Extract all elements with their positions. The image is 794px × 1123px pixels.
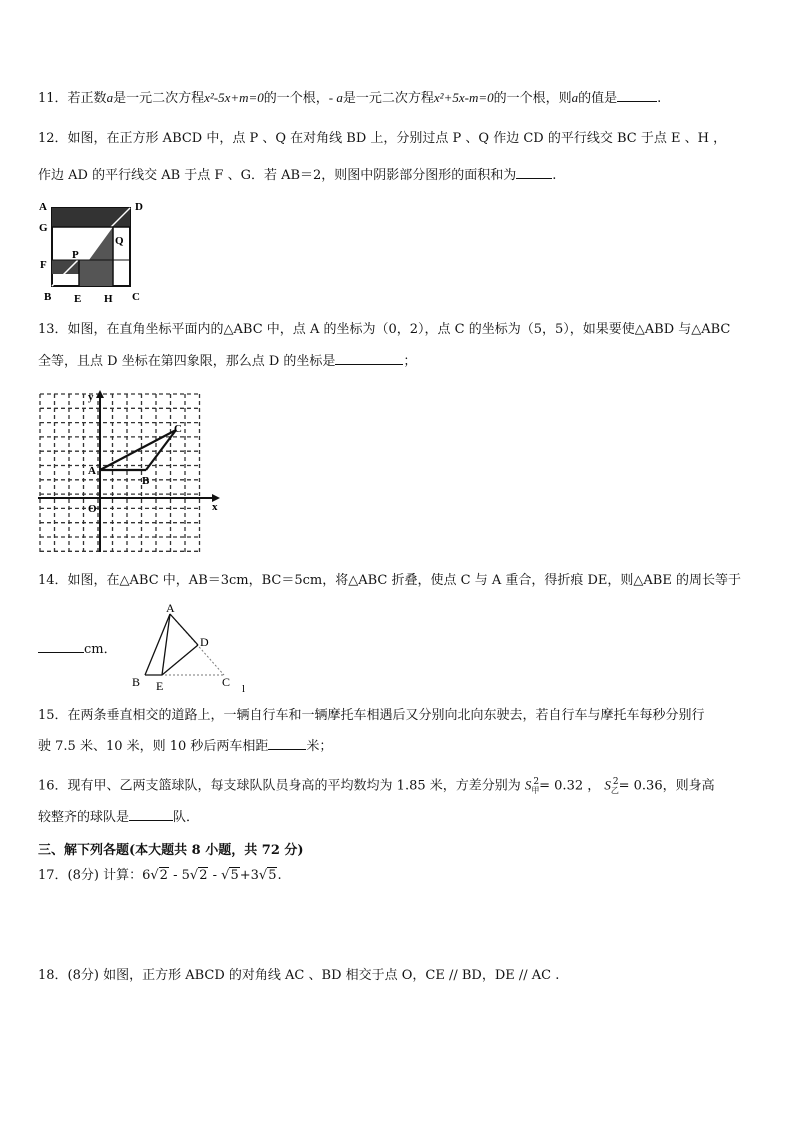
q11-number: 11． (38, 91, 68, 106)
answer-blank[interactable] (617, 89, 657, 102)
label-C: C (132, 291, 140, 303)
segment-AD (170, 614, 198, 645)
section-3-heading: 三、解下列各题(本大题共 8 小题，共 72 分) (38, 843, 304, 858)
sqrt-5a: √5 (221, 868, 239, 883)
q17-number: 17． (38, 868, 68, 883)
answer-blank[interactable] (268, 737, 306, 750)
label-x: x (212, 501, 218, 513)
figure-13 (36, 388, 226, 556)
question-12-line2: 作边 AD 的平行线交 AB 于点 F 、G．若 AB＝2，则图中阴影部分图形的面积和为 . (38, 168, 557, 183)
question-15-line2: 驶 7.5 米、10 米，则 10 秒后两车相距 米； (38, 739, 333, 754)
label-P: P (72, 249, 79, 261)
question-16: 16．现有甲、乙两支篮球队，每支球队队员身高的平均数均为 1.85 米，方差分别为 $S_甲^2= 0.32$ ， $S_乙^2= 0.36$，则身高 (38, 777, 715, 795)
label-B: B (132, 675, 141, 689)
q16-number: 16． (38, 778, 68, 794)
fold-DE (162, 645, 198, 675)
q14-number: 14． (38, 573, 68, 588)
label-mark: l (242, 683, 246, 695)
question-13: 13．如图，在直角坐标平面内的△ABC 中，点 A 的坐标为（0，2），点 C 的坐标为（5，5），如果要使△ABD 与△ABC (38, 322, 731, 337)
label-C: C (222, 675, 231, 689)
equation-1: x²-5x+m=0 (204, 90, 264, 105)
segment-BC (146, 430, 176, 470)
label-E: E (156, 679, 164, 693)
question-13-line2: 全等，且点 D 坐标在第四象限，那么点 D 的坐标是 ； (38, 354, 417, 369)
q15-number: 15． (38, 708, 68, 723)
label-A: A (166, 601, 175, 615)
question-11: 11．若正数a是一元二次方程x²-5x+m=0的一个根，- a是一元二次方程x²+5x-m=0的一个根，则a的值是 . (38, 90, 662, 106)
question-14: 14．如图，在△ABC 中，AB＝3cm，BC＝5cm，将△ABC 折叠，使点 C 与 A 重合，得折痕 DE，则△ABE 的周长等于 (38, 573, 741, 588)
label-H: H (104, 293, 113, 305)
answer-blank[interactable] (38, 640, 84, 653)
label-G: G (39, 222, 48, 234)
label-E: E (74, 293, 82, 305)
figure-12 (36, 198, 148, 306)
q13-number: 13． (38, 322, 68, 337)
label-C: C (174, 423, 182, 435)
question-17: 17．(8分) 计算：6√2 - 5√2 - √5+3√5. (38, 866, 758, 886)
answer-blank[interactable] (129, 808, 173, 821)
label-D: D (200, 635, 209, 649)
label-F: F (40, 259, 47, 271)
q18-number: 18． (38, 968, 68, 983)
question-12: 12．如图，在正方形 ABCD 中，点 P 、Q 在对角线 BD 上，分别过点 P 、Q 作边 CD 的平行线交 BC 于点 E 、H ， (38, 131, 727, 146)
question-16-line2: 较整齐的球队是 队． (38, 810, 200, 825)
sqrt-5b: √5 (258, 868, 277, 883)
q12-number: 12． (38, 131, 68, 146)
question-18: 18．(8分) 如图，正方形 ABCD 的对角线 AC 、BD 相交于点 O，CE // BD，DE // AC . (38, 968, 560, 983)
answer-blank[interactable] (335, 352, 403, 365)
question-14-line2: cm． (38, 640, 758, 660)
segment-AC (100, 430, 176, 470)
figure-14 (124, 600, 254, 700)
label-B: B (142, 475, 150, 487)
label-A: A (88, 465, 96, 477)
sqrt-2a: √2 (150, 868, 168, 883)
sqrt-2b: √2 (189, 868, 208, 883)
label-y: y (88, 391, 94, 403)
label-O: O (88, 503, 97, 515)
fig12-shade-top (52, 208, 130, 227)
equation-2: x²+5x-m=0 (433, 90, 494, 105)
label-D: D (135, 201, 143, 213)
label-A: A (39, 201, 47, 213)
question-15: 15．在两条垂直相交的道路上，一辆自行车和一辆摩托车相遇后又分别向北向东驶去，若自行车与摩托车每秒分别行 (38, 708, 705, 723)
answer-blank[interactable] (516, 166, 552, 179)
label-Q: Q (115, 235, 124, 247)
label-B: B (44, 291, 52, 303)
